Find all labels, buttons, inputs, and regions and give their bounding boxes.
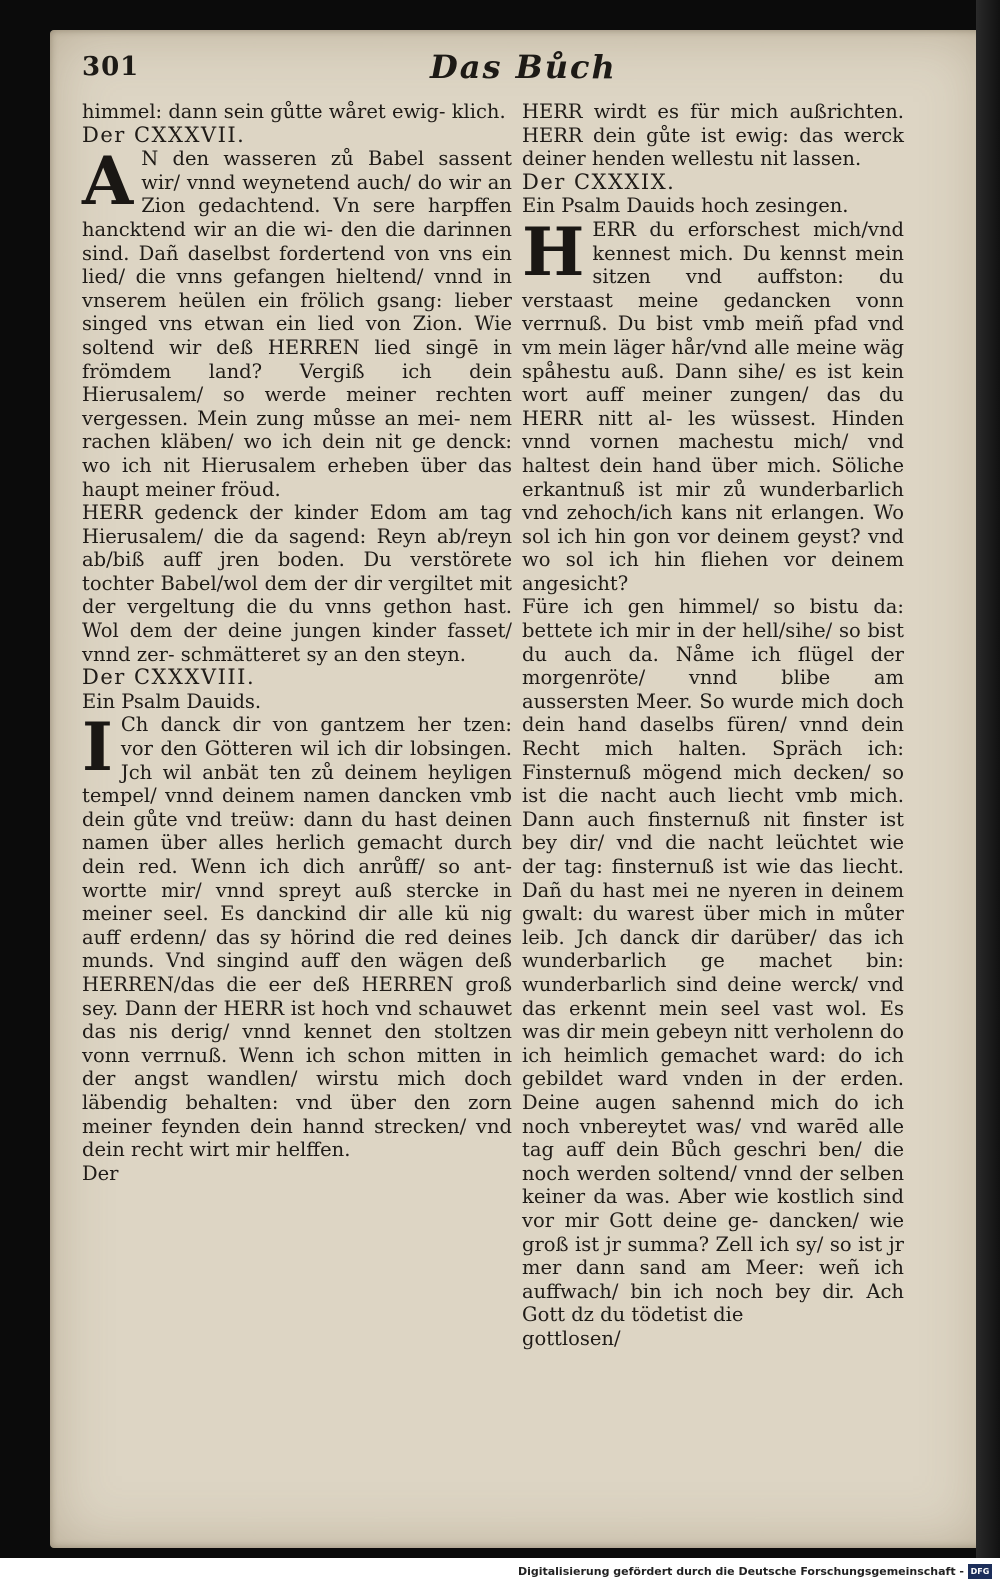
right-column — [522, 100, 904, 1350]
psalm-137-text-1 — [82, 142, 512, 501]
catchword-left: Der — [82, 1161, 119, 1185]
running-title: Das Bůch — [430, 48, 617, 86]
psalm-139-body-1: ERR du erforschest mich/vnd kennest mich. Du kennst mein sitzen vnd auffston: du verstaast meine gedancken vonn verrnuß. Du bist vmb meiñ pfad vnd vm mein läger hår/vnd alle meine wäg spåhestu auß. Dann sihe/ es ist kein wort auff meiner zungen/ das du HERR nitt al- les wüssest. Hinden vnnd vornen machestu mich/ vnd haltest dein hand über mich. Söliche erkantnuß ist mir zů wunderbarlich vnd zehoch/ich kans nit erlangen. Wo sol ich hin gon vor deinem geyst? vnd wo sol ich hin fliehen vor deinem angesicht? — [522, 217, 904, 595]
page-number: 301 — [82, 52, 140, 82]
psalm-138-subheading: Ein Psalm Dauids. — [82, 689, 262, 713]
psalm-138-body-1: Ch danck dir von gantzem her tzen: vor den Götteren wil ich dir lobsingen. Jch wil anbät ten zů deinem heyligen tempel/ vnnd deinem namen dancken vmb dein gůte vnd treüw: dann du hast deinen namen über alles herlich gemacht durch dein red. Wenn ich dich anrůff/ so ant- wortte mir/ vnnd spreyt auß stercke in meiner seel. Es danckind dir alle kü nig auff erdenn/ das sy hörind die red deines munds. Vnd singind auff den wägen deß HERREN/das die eer deß HERREN groß sey. Dann der HERR ist hoch vnd schauwet das nis derig/ vnnd kennet den stoltzen vonn verrnuß. Wenn ich schon mitten in der angst wandlen/ wirstu mich doch läbendig behalten: vnd über den zorn meiner feynden dein hannd strecken/ vnd dein recht wirt mir helffen. — [82, 713, 512, 1162]
drop-cap-initial: I — [82, 708, 113, 787]
drop-cap-initial: A — [82, 142, 134, 221]
psalm-137-body-1: N den wasseren zů Babel sassent wir/ vnnd weynetend auch/ do wir an Zion gedachtend. Vn sere harpffen hancktend wir an die wi- den die darinnen sind. Dañ daselbst fordertend von vns ein lied/ die vnns gefangen hieltend/ vnnd in vnserem heülen ein frölich gsang: lieber singed vns etwan ein lied von Zion. Wie soltend wir deß HERREN lied singē in frömdem land? Vergiß ich dein Hierusalem/ so werde meiner rechten vergessen. Mein zung můsse an mei- nem rachen kläben/ wo ich dein nit ge denck: wo ich nit Hierusalem erheben über das haupt meiner fröud. — [82, 147, 512, 501]
psalm-137-heading: Der CXXXVII. — [82, 122, 246, 147]
drop-cap-initial: H — [522, 212, 585, 291]
digitization-footer — [0, 1558, 1000, 1588]
left-column — [82, 100, 512, 1185]
psalm-139-text-1 — [522, 212, 904, 596]
dfg-logo-icon: DFG — [968, 1564, 992, 1579]
psalm-138-heading: Der CXXXVIII. — [82, 665, 256, 690]
psalm-137-text-2: HERR gedenck der kinder Edom am tag Hierusalem/ die da sagend: Reyn ab/reyn ab/biß auff jren boden. Du verstörete tochter Babel/wol dem der dir vergiltet mit der vergeltung die du vnns gethon hast. Wol dem der deine jungen kinder fasset/ vnnd zer- schmätteret sy an den steyn. — [82, 501, 512, 666]
continuation-text: himmel: dann sein gůtte wåret ewig- klich. — [82, 100, 506, 123]
psalm-139-subheading: Ein Psalm Dauids hoch zesingen. — [522, 194, 849, 218]
funding-credit: Digitalisierung gefördert durch die Deutsche Forschungsgemeinschaft - — [517, 1565, 964, 1578]
scan-edge-stripe — [976, 0, 1000, 1588]
psalm-139-heading: Der CXXXIX. — [522, 169, 676, 194]
psalm-138-text-1 — [82, 708, 512, 1162]
psalm-139-text-2: Füre ich gen himmel/ so bistu da: bettete ich mir in der hell/sihe/ so bist du auch da. Nåme ich flügel der morgenröte/ vnnd blibe am aussersten Meer. So wurde mich doch dein hand daselbs füren/ vnnd dein Recht mich halten. Spräch ich: Finsternuß mögend mich decken/ so ist die nacht auch liecht vmb mich. Dann auch finsternuß nit finster ist bey dir/ vnd die nacht leüchtet wie der tag: finsternuß ist wie das liecht. Dañ du hast mei ne nyeren in deinem gwalt: du warest über mich in můter leib. Jch danck dir darüber/ das ich wunderbarlich ge machet bin: wunderbarlich sind deine werck/ vnd das erkennt mein seel vast wol. Es was dir mein gebeyn nitt verholenn do ich heimlich gemachet ward: do ich gebildet ward vnden in der erden. Deine augen sahennd mich do ich noch vnbereytet was/ vnd warēd alle tag auff dein Bůch geschri ben/ die noch werden soltend/ vnnd der selben keiner da was. Aber wie kostlich sind vor mir Gott deine ge- dancken/ wie groß ist jr summa? Zell ich sy/ so ist jr mer dann sand am Meer: weñ ich auffwach/ bin ich noch bey dir. Ach Gott dz du tödetist die — [522, 595, 904, 1327]
continuation-text: HERR wirdt es für mich außrichten. HERR dein gůte ist ewig: das werck deiner henden wellestu nit lassen. — [522, 100, 904, 171]
catchword-right: gottlosen/ — [522, 1326, 621, 1350]
